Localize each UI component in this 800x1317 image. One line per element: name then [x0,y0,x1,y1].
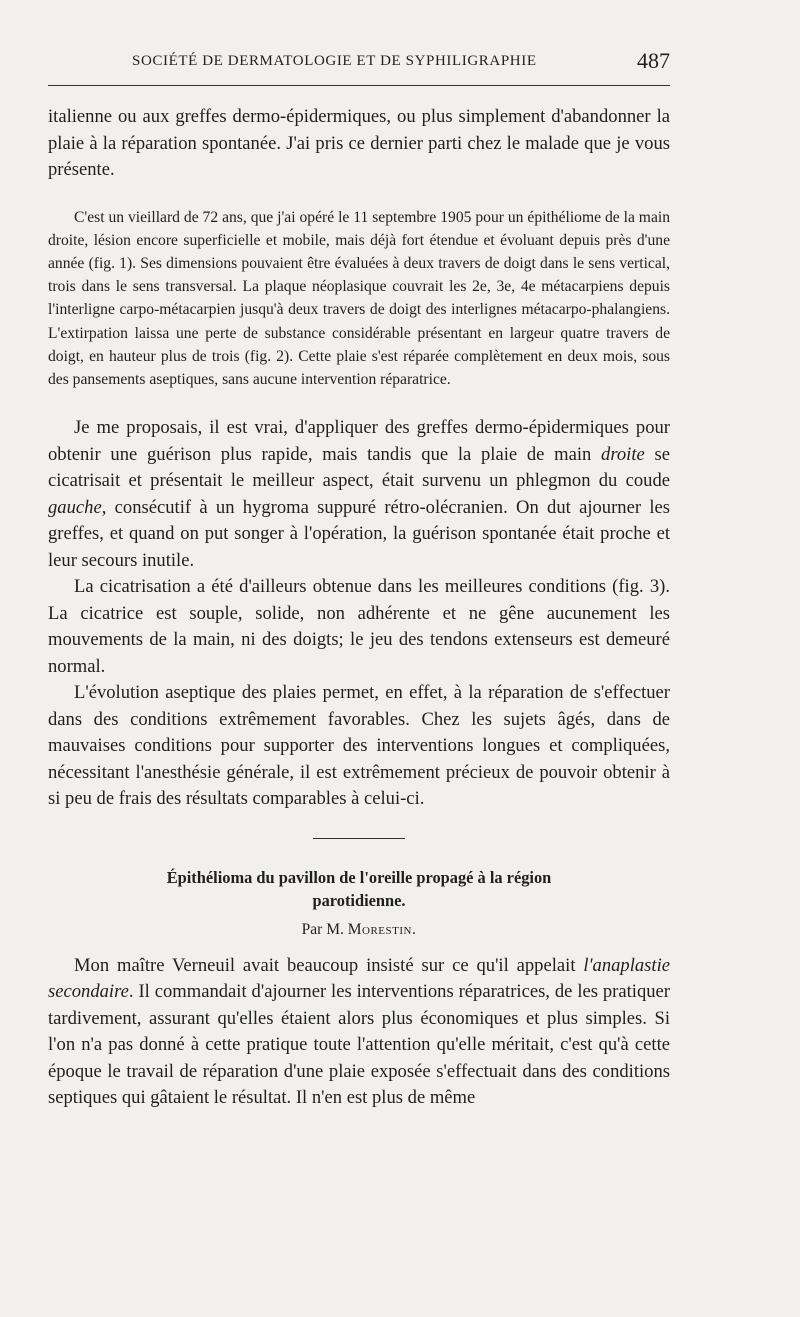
article-title-line: Épithélioma du pavillon de l'oreille propagé à la région [166,867,552,887]
article-byline [48,921,670,939]
running-header [48,48,670,88]
section-separator [313,838,405,839]
text-run: . Il commandait d'ajourner les interventions réparatrices, de les pratiquer tardivement, assurant qu'elles étaient alors plus économiques et plus simples. Si l'on n'a pas donné à cette pratique toute l'attention qu'elle méritait, c'est qu'à cette époque le travail de réparation d'une plaie exposée s'effectuait dans des conditions septiques qui gâtaient le résultat. Il n'en est plus de même [48,981,670,1109]
text-run: , consécutif à un hygroma suppuré rétro-olécranien. On dut ajourner les greffes, et quand on put songer à l'opération, la guérison spontanée était proche et leur secours inutile. [48,496,670,571]
italic-term-gauche: gauche [48,496,102,518]
article-title [48,866,670,912]
text-run: Je me proposais, il est vrai, d'appliquer des greffes dermo-épidermiques pour obtenir une guérison plus rapide, mais tandis que la plaie de main [48,417,670,465]
paragraph-continued: italienne ou aux greffes dermo-épidermiques, ou plus simplement d'abandonner la plaie à la réparation spontanée. J'ai pris ce dernier parti chez le malade que je vous présente. [48,106,670,180]
italic-term-droite: droite [601,443,645,465]
text-run: Mon maître Verneuil avait beaucoup insisté sur ce qu'il appelait [74,954,584,976]
author-name: Morestin. [347,920,417,938]
header-rule [48,85,670,86]
page-body [48,104,670,1112]
running-title: SOCIÉTÉ DE DERMATOLOGIE ET DE SYPHILIGRAPHIE [132,53,537,69]
paragraph-grafts [48,415,670,574]
paragraph-verneuil [48,953,670,1112]
page-number: 487 [637,48,670,73]
byline-prefix: Par M. [301,920,344,938]
italic-term-anaplastie: l'anaplastie secondaire [48,954,670,1003]
paragraph-cicatrisation: La cicatrisation a été d'ailleurs obtenue dans les meilleures conditions (fig. 3). La cicatrice est souple, solide, non adhérente et ne gêne aucunement les mouvements de la main, ni des doigts; le jeu des tendons extenseurs est demeuré normal. [48,576,670,677]
text-run: se cicatrisait et présentait le meilleur aspect, était survenu un phlegmon du coude [48,443,670,492]
article-title-line: parotidienne. [312,890,406,910]
case-description-paragraph: C'est un vieillard de 72 ans, que j'ai opéré le 11 septembre 1905 pour un épithéliome de la main droite, lésion encore superficielle et mobile, mais déjà fort étendue et évoluant depuis près d'une année (fig. 1). Ses dimensions pouvaient être évaluées à deux travers de doigt dans le sens vertical, trois dans le sens transversal. La plaque néoplasique couvrait les 2e, 3e, 4e métacarpiens depuis l'interligne carpo-métacarpien jusqu'à deux travers de doigt des interlignes métacarpo-phalangiens. L'extirpation laissa une perte de substance considérable présentant en largeur quatre travers de doigt, en hauteur plus de trois (fig. 2). Cette plaie s'est réparée complètement en deux mois, sous des pansements aseptiques, sans aucune intervention réparatrice. [48,208,670,388]
paragraph-evolution: L'évolution aseptique des plaies permet, en effet, à la réparation de s'effectuer dans des conditions extrêmement favorables. Chez les sujets âgés, dans de mauvaises conditions pour supporter des interventions longues et compliquées, nécessitant l'anesthésie générale, il est extrêmement précieux de pouvoir obtenir à si peu de frais des résultats comparables à celui-ci. [48,682,670,810]
